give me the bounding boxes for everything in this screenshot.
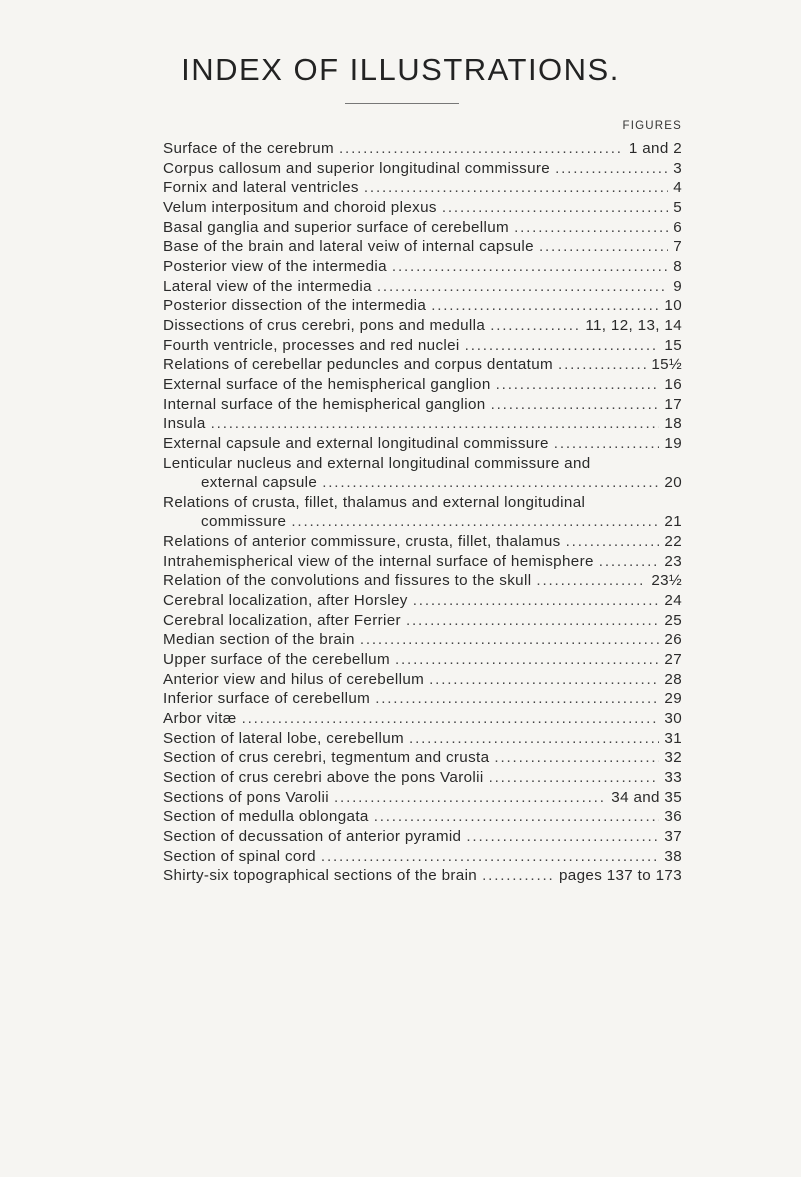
dot-leader bbox=[494, 748, 659, 768]
entry-label: Basal ganglia and superior surface of cerebellum bbox=[163, 218, 510, 236]
index-entry bbox=[163, 866, 682, 886]
entry-label: Intrahemispherical view of the internal surface of hemisphere bbox=[163, 552, 594, 570]
index-entry bbox=[163, 237, 682, 257]
index-entry bbox=[163, 296, 682, 316]
entry-label: Relations of crusta, fillet, thalamus and external longitudinal bbox=[163, 493, 586, 511]
entry-label: External surface of the hemispherical ganglion bbox=[163, 375, 491, 393]
dot-leader bbox=[360, 630, 660, 650]
index-entry bbox=[163, 454, 682, 493]
entry-figure-number: 29 bbox=[664, 690, 682, 708]
index-entry bbox=[163, 434, 682, 454]
index-entry bbox=[163, 257, 682, 277]
dot-leader bbox=[211, 414, 660, 434]
dot-leader bbox=[554, 434, 660, 454]
entry-label: Section of spinal cord bbox=[163, 847, 316, 865]
index-entry bbox=[163, 218, 682, 238]
entry-label-continued: commissure bbox=[201, 513, 287, 531]
index-entry bbox=[163, 571, 682, 591]
index-entry bbox=[163, 630, 682, 650]
dot-leader bbox=[322, 473, 659, 493]
entry-figure-number: 34 and 35 bbox=[611, 788, 682, 806]
entry-figure-number: 18 bbox=[664, 415, 682, 433]
entry-figure-number: 31 bbox=[664, 729, 682, 747]
dot-leader bbox=[374, 807, 660, 827]
dot-leader bbox=[442, 198, 668, 218]
index-entry bbox=[163, 395, 682, 415]
entry-label: Anterior view and hilus of cerebellum bbox=[163, 670, 425, 688]
entry-figure-number: 21 bbox=[664, 513, 682, 531]
dot-leader bbox=[413, 591, 660, 611]
dot-leader bbox=[291, 512, 659, 532]
index-entry bbox=[163, 493, 682, 532]
entry-label: Posterior view of the intermedia bbox=[163, 257, 387, 275]
entry-figure-number: 25 bbox=[664, 611, 682, 629]
dot-leader bbox=[375, 689, 659, 709]
dot-leader bbox=[377, 277, 668, 297]
entry-label: Section of crus cerebri above the pons Varolii bbox=[163, 769, 484, 786]
entry-label: Relations of anterior commissure, crusta, fillet, thalamus bbox=[163, 533, 561, 551]
entry-figure-number: 9 bbox=[673, 277, 682, 295]
dot-leader bbox=[490, 316, 580, 336]
index-entry bbox=[163, 375, 682, 395]
entry-label: External capsule and external longitudinal commissure bbox=[163, 434, 549, 452]
index-entry bbox=[163, 748, 682, 768]
index-entry bbox=[163, 552, 682, 572]
entry-label: Section of medulla oblongata bbox=[163, 808, 369, 826]
dot-leader bbox=[599, 552, 660, 572]
entry-figure-number: 20 bbox=[664, 474, 682, 492]
entry-label: Arbor vitæ bbox=[163, 710, 237, 728]
entry-figure-number: 33 bbox=[664, 769, 682, 786]
entry-label: Shirty-six topographical sections of the brain bbox=[163, 867, 478, 885]
dot-leader bbox=[409, 729, 659, 749]
dot-leader bbox=[555, 159, 668, 179]
entry-label: Internal surface of the hemispherical ganglion bbox=[163, 395, 486, 413]
entry-label: Cerebral localization, after Horsley bbox=[163, 592, 408, 610]
dot-leader bbox=[321, 847, 659, 867]
index-entry bbox=[163, 355, 682, 375]
entry-label: Posterior dissection of the intermedia bbox=[163, 297, 427, 315]
index-entry bbox=[163, 159, 682, 179]
entry-figure-number: 37 bbox=[664, 827, 682, 845]
entry-label: Dissections of crus cerebri, pons and medulla bbox=[163, 316, 486, 334]
dot-leader bbox=[334, 788, 606, 808]
entry-figure-number: 7 bbox=[673, 238, 682, 256]
dot-leader bbox=[364, 178, 668, 198]
index-entry bbox=[163, 847, 682, 867]
index-entry bbox=[163, 650, 682, 670]
index-entry bbox=[163, 709, 682, 729]
entry-figure-number: 19 bbox=[664, 434, 682, 452]
entry-label: Relation of the convolutions and fissures to the skull bbox=[163, 572, 532, 590]
entry-label: Corpus callosum and superior longitudinal commissure bbox=[163, 159, 551, 177]
entry-label: Base of the brain and lateral veiw of internal capsule bbox=[163, 238, 534, 256]
index-entry bbox=[163, 532, 682, 552]
entry-figure-number: 22 bbox=[664, 533, 682, 551]
entry-label: Fornix and lateral ventricles bbox=[163, 179, 359, 197]
index-entry bbox=[163, 178, 682, 198]
title-divider bbox=[345, 103, 459, 104]
entry-label: Upper surface of the cerebellum bbox=[163, 651, 390, 669]
dot-leader bbox=[465, 336, 660, 356]
entry-label: Fourth ventricle, processes and red nuclei bbox=[163, 336, 460, 354]
entry-figure-number: 4 bbox=[673, 179, 682, 197]
index-entry bbox=[163, 591, 682, 611]
dot-leader bbox=[539, 237, 668, 257]
entry-figure-number: 3 bbox=[673, 159, 682, 177]
entry-label-continued: external capsule bbox=[201, 474, 318, 492]
dot-leader bbox=[489, 768, 660, 788]
dot-leader bbox=[242, 709, 660, 729]
dot-leader bbox=[566, 532, 660, 552]
entry-label: Section of crus cerebri, tegmentum and crusta bbox=[163, 749, 490, 767]
dot-leader bbox=[431, 296, 659, 316]
entry-label: Inferior surface of cerebellum bbox=[163, 690, 371, 708]
entry-figure-number: 1 and 2 bbox=[628, 140, 682, 157]
entry-figure-number: pages 137 to 173 bbox=[559, 867, 682, 885]
index-entry bbox=[163, 729, 682, 749]
entry-figure-number: 17 bbox=[664, 395, 682, 413]
index-entry bbox=[163, 827, 682, 847]
entry-label: Surface of the cerebrum bbox=[163, 140, 334, 157]
entry-figure-number: 15 bbox=[664, 336, 682, 354]
dot-leader bbox=[466, 827, 659, 847]
page-title: INDEX OF ILLUSTRATIONS. bbox=[181, 52, 620, 87]
dot-leader bbox=[482, 866, 554, 886]
index-entry bbox=[163, 139, 682, 159]
entry-label: Velum interpositum and choroid plexus bbox=[163, 198, 437, 216]
figures-column-header: FIGURES bbox=[622, 120, 682, 132]
index-entry bbox=[163, 336, 682, 356]
entry-figure-number: 28 bbox=[664, 670, 682, 688]
entry-figure-number: 36 bbox=[664, 808, 682, 826]
dot-leader bbox=[558, 355, 646, 375]
index-entry bbox=[163, 670, 682, 690]
entry-figure-number: 24 bbox=[664, 592, 682, 610]
entry-figure-number: 32 bbox=[664, 749, 682, 767]
dot-leader bbox=[536, 571, 646, 591]
dot-leader bbox=[514, 218, 668, 238]
entry-label: Sections of pons Varolii bbox=[163, 788, 329, 806]
entry-label: Lenticular nucleus and external longitudinal commissure and bbox=[163, 454, 591, 472]
entry-label: Section of decussation of anterior pyramid bbox=[163, 827, 462, 845]
dot-leader bbox=[496, 375, 660, 395]
entry-figure-number: 10 bbox=[664, 297, 682, 315]
entry-figure-number: 16 bbox=[664, 375, 682, 393]
entry-figure-number: 15½ bbox=[651, 356, 682, 374]
illustration-list bbox=[163, 139, 682, 886]
entry-figure-number: 5 bbox=[673, 198, 682, 216]
dot-leader bbox=[392, 257, 668, 277]
entry-label: Lateral view of the intermedia bbox=[163, 277, 372, 295]
dot-leader bbox=[491, 395, 660, 415]
entry-figure-number: 8 bbox=[673, 257, 682, 275]
index-entry bbox=[163, 277, 682, 297]
index-entry bbox=[163, 768, 682, 788]
entry-label: Section of lateral lobe, cerebellum bbox=[163, 729, 405, 747]
entry-figure-number: 23½ bbox=[651, 572, 682, 590]
index-entry bbox=[163, 414, 682, 434]
index-entry bbox=[163, 788, 682, 808]
dot-leader bbox=[395, 650, 659, 670]
index-entry bbox=[163, 316, 682, 336]
entry-figure-number: 30 bbox=[664, 710, 682, 728]
index-entry bbox=[163, 807, 682, 827]
entry-figure-number: 11, 12, 13, 14 bbox=[585, 316, 682, 334]
entry-figure-number: 23 bbox=[664, 552, 682, 570]
index-entry bbox=[163, 198, 682, 218]
entry-label: Cerebral localization, after Ferrier bbox=[163, 611, 401, 629]
entry-label: Median section of the brain bbox=[163, 631, 355, 649]
index-entry bbox=[163, 611, 682, 631]
index-entry bbox=[163, 689, 682, 709]
entry-figure-number: 27 bbox=[664, 651, 682, 669]
entry-label: Relations of cerebellar peduncles and corpus dentatum bbox=[163, 356, 554, 374]
entry-figure-number: 26 bbox=[664, 631, 682, 649]
entry-figure-number: 6 bbox=[673, 218, 682, 236]
entry-figure-number: 38 bbox=[664, 847, 682, 865]
dot-leader bbox=[406, 611, 659, 631]
entry-label: Insula bbox=[163, 415, 206, 433]
dot-leader bbox=[429, 670, 659, 690]
dot-leader bbox=[339, 139, 624, 159]
